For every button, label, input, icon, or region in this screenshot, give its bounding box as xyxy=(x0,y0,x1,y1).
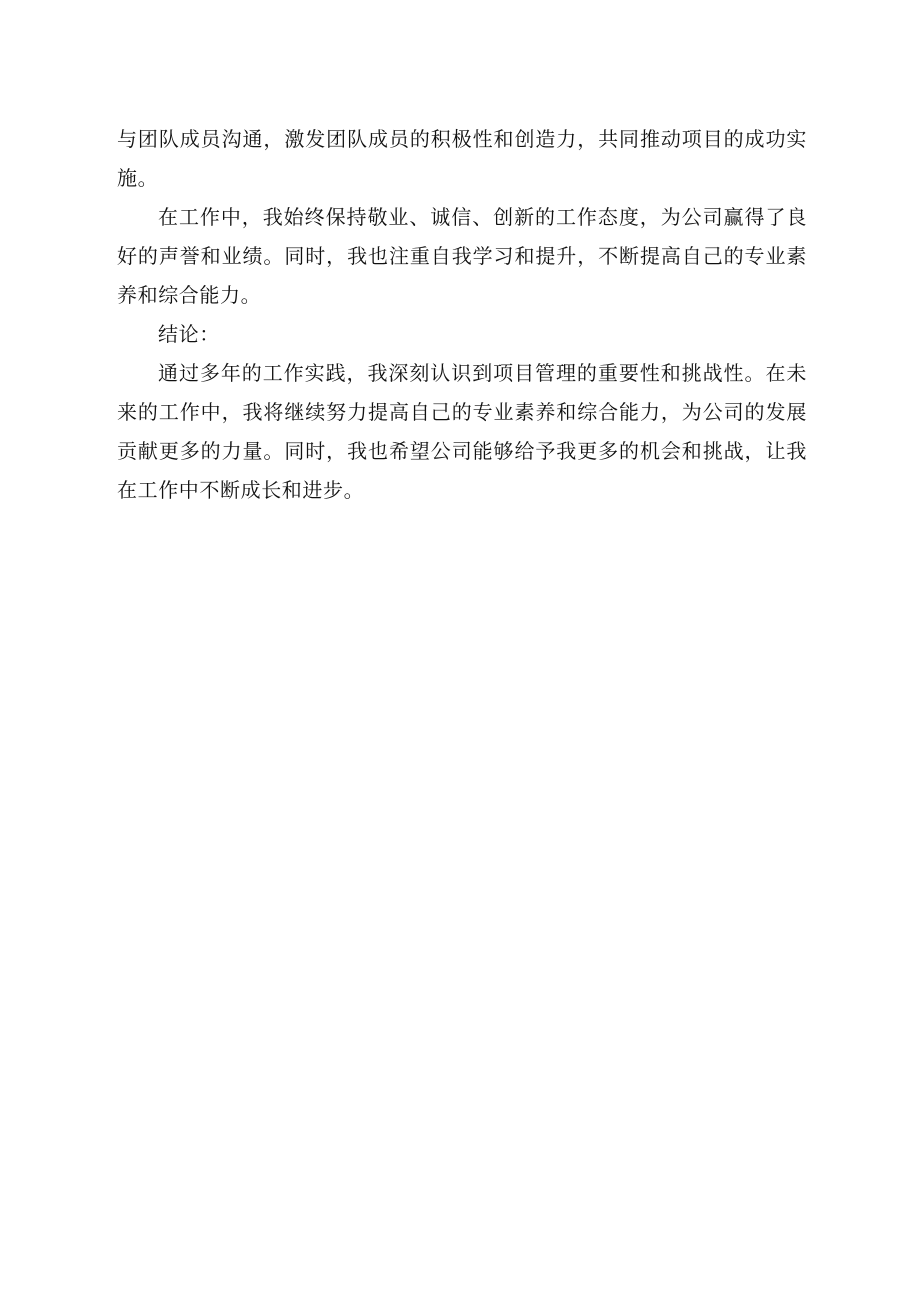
paragraph-work-attitude: 在工作中，我始终保持敬业、诚信、创新的工作态度，为公司赢得了良好的声誉和业绩。同时，我也注重自我学习和提升，不断提高自己的专业素养和综合能力。 xyxy=(117,205,807,307)
section-heading-conclusion: 结论： xyxy=(158,322,220,346)
paragraph-conclusion: 通过多年的工作实践，我深刻认识到项目管理的重要性和挑战性。在未来的工作中，我将继续努力提高自己的专业素养和综合能力，为公司的发展贡献更多的力量。同时，我也希望公司能够给予我更多的机会和挑战，让我在工作中不断成长和进步。 xyxy=(117,361,807,502)
paragraph-continuation: 与团队成员沟通，激发团队成员的积极性和创造力，共同推动项目的成功实施。 xyxy=(117,127,807,190)
document-body xyxy=(117,120,807,510)
